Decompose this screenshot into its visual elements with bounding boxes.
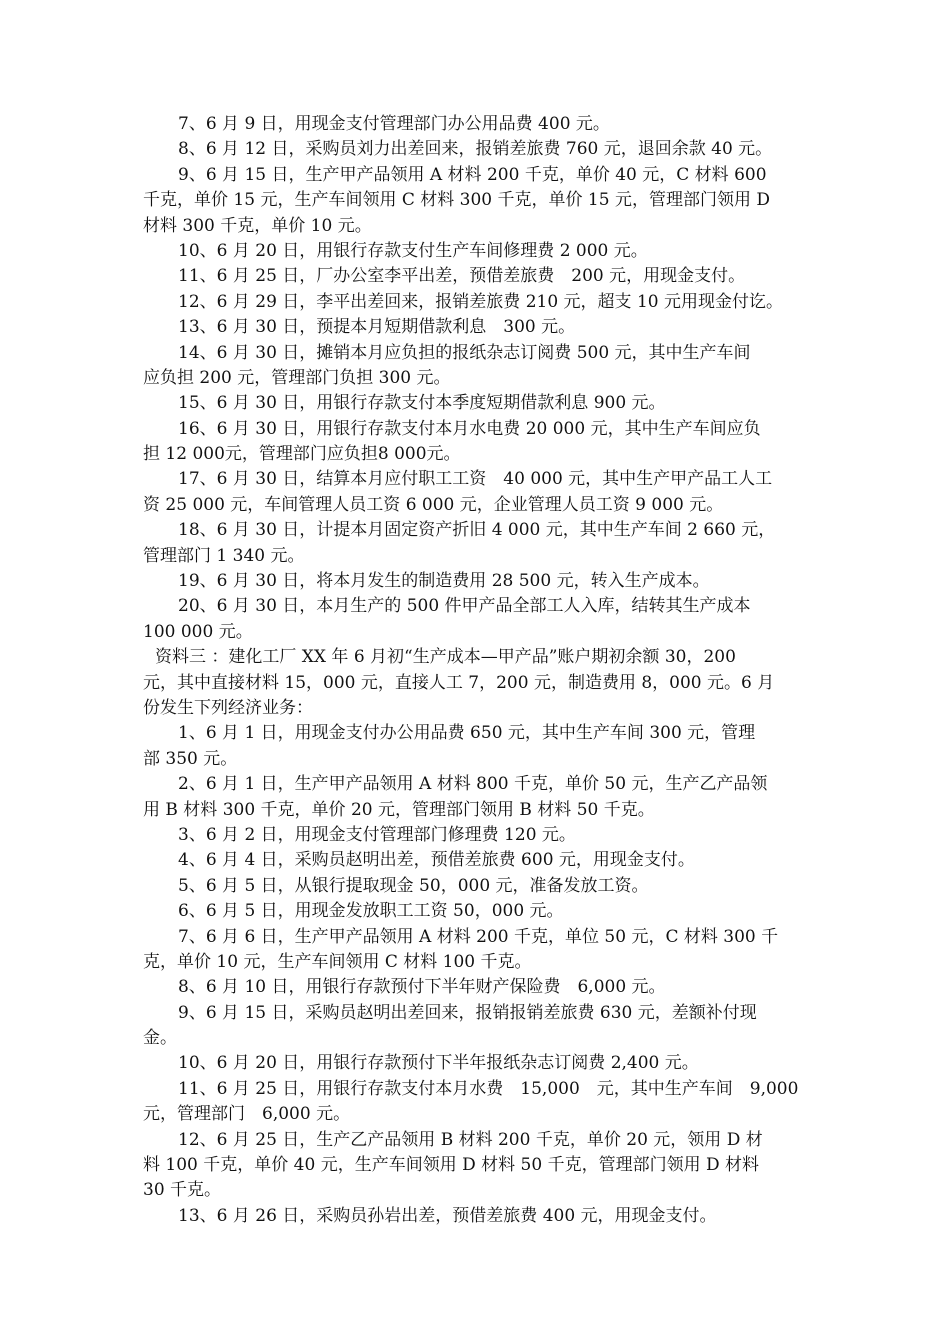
text-line: 10、6 月 20 日，用银行存款预付下半年报纸杂志订阅费 2,400 元。 — [178, 1053, 699, 1074]
text-line: 5、6 月 5 日，从银行提取现金 50，000 元，准备发放工资。 — [178, 875, 649, 896]
text-line: 金。 — [143, 1028, 177, 1049]
text-line: 30 千克。 — [143, 1180, 222, 1201]
text-line: 8、6 月 10 日，用银行存款预付下半年财产保险费 6,000 元。 — [178, 977, 666, 998]
text-line: 8、6 月 12 日，采购员刘力出差回来，报销差旅费 760 元，退回余款 40 元。 — [178, 139, 773, 160]
text-line: 11、6 月 25 日，用银行存款支付本月水费 15,000 元，其中生产车间 9,000 — [178, 1078, 799, 1099]
text-line: 克，单价 10 元，生产车间领用 C 材料 100 千克。 — [143, 951, 532, 972]
text-line: 19、6 月 30 日，将本月发生的制造费用 28 500 元，转入生产成本。 — [178, 571, 710, 592]
text-line: 17、6 月 30 日，结算本月应付职工工资 40 000 元，其中生产甲产品工人工 — [178, 469, 773, 490]
text-line: 部 350 元。 — [143, 748, 238, 769]
text-line: 10、6 月 20 日，用银行存款支付生产车间修理费 2 000 元。 — [178, 240, 648, 261]
text-line: 9、6 月 15 日，生产甲产品领用 A 材料 200 千克，单价 40 元，C 材料 600 — [178, 164, 767, 185]
text-line: 管理部门 1 340 元。 — [143, 545, 305, 566]
text-line: 15、6 月 30 日，用银行存款支付本季度短期借款利息 900 元。 — [178, 393, 666, 414]
text-line: 4、6 月 4 日，采购员赵明出差，预借差旅费 600 元，用现金支付。 — [178, 850, 695, 871]
text-line: 7、6 月 6 日，生产甲产品领用 A 材料 200 千克，单位 50 元，C 材料 300 千 — [178, 926, 779, 947]
text-line: 资料三 ：建化工厂 XX 年 6 月初“生产成本—甲产品”账户期初余额 30，200 — [155, 647, 736, 668]
text-line: 资 25 000 元，车间管理人员工资 6 000 元，企业管理人员工资 9 000 元。 — [143, 494, 724, 515]
text-line: 3、6 月 2 日，用现金支付管理部门修理费 120 元。 — [178, 824, 576, 845]
text-line: 13、6 月 26 日，采购员孙岩出差，预借差旅费 400 元，用现金支付。 — [178, 1205, 717, 1226]
text-line: 100 000 元。 — [143, 621, 253, 642]
text-line: 料 100 千克，单价 40 元，生产车间领用 D 材料 50 千克，管理部门领用 D 材料 — [143, 1155, 760, 1176]
text-line: 应负担 200 元，管理部门负担 300 元。 — [143, 367, 451, 388]
text-line: 14、6 月 30 日，摊销本月应负担的报纸杂志订阅费 500 元，其中生产车间 — [178, 342, 751, 363]
text-line: 13、6 月 30 日，预提本月短期借款利息 300 元。 — [178, 317, 576, 338]
text-line: 20、6 月 30 日，本月生产的 500 件甲产品全部工人入库，结转其生产成本 — [178, 596, 751, 617]
text-line: 7、6 月 9 日，用现金支付管理部门办公用品费 400 元。 — [178, 114, 610, 134]
text-line: 用 B 材料 300 千克，单价 20 元，管理部门领用 B 材料 50 千克。 — [143, 799, 655, 820]
text-line: 12、6 月 25 日，生产乙产品领用 B 材料 200 千克，单价 20 元，领用 D 材 — [178, 1129, 763, 1150]
text-line: 11、6 月 25 日，厂办公室李平出差，预借差旅费 200 元，用现金支付。 — [178, 266, 746, 287]
text-line: 9、6 月 15 日，采购员赵明出差回来，报销报销差旅费 630 元，差额补付现 — [178, 1002, 757, 1023]
text-line: 1、6 月 1 日，用现金支付办公用品费 650 元，其中生产车间 300 元，管理 — [178, 723, 756, 744]
text-line: 千克，单价 15 元，生产车间领用 C 材料 300 千克，单价 15 元，管理部门领用 D — [143, 190, 770, 211]
text-line: 材料 300 千克，单价 10 元。 — [143, 215, 372, 236]
text-line: 元，其中直接材料 15，000 元，直接人工 7，200 元，制造费用 8，000 元。6 月 — [143, 672, 775, 693]
text-line: 担 12 000元，管理部门应负担8 000元。 — [143, 444, 461, 465]
text-line: 16、6 月 30 日，用银行存款支付本月水电费 20 000 元，其中生产车间应负 — [178, 418, 761, 439]
text-line: 12、6 月 29 日，李平出差回来，报销差旅费 210 元，超支 10 元用现金付讫。 — [178, 291, 783, 312]
text-line: 2、6 月 1 日，生产甲产品领用 A 材料 800 千克，单价 50 元，生产乙产品领 — [178, 774, 768, 795]
text-line: 份发生下列经济业务： — [143, 697, 313, 718]
text-line: 6、6 月 5 日，用现金发放职工工资 50，000 元。 — [178, 901, 564, 922]
document-body — [143, 112, 810, 1229]
text-line: 18、6 月 30 日，计提本月固定资产折旧 4 000 元，其中生产车间 2 660 元， — [178, 520, 776, 541]
text-line: 元，管理部门 6,000 元。 — [143, 1104, 351, 1125]
